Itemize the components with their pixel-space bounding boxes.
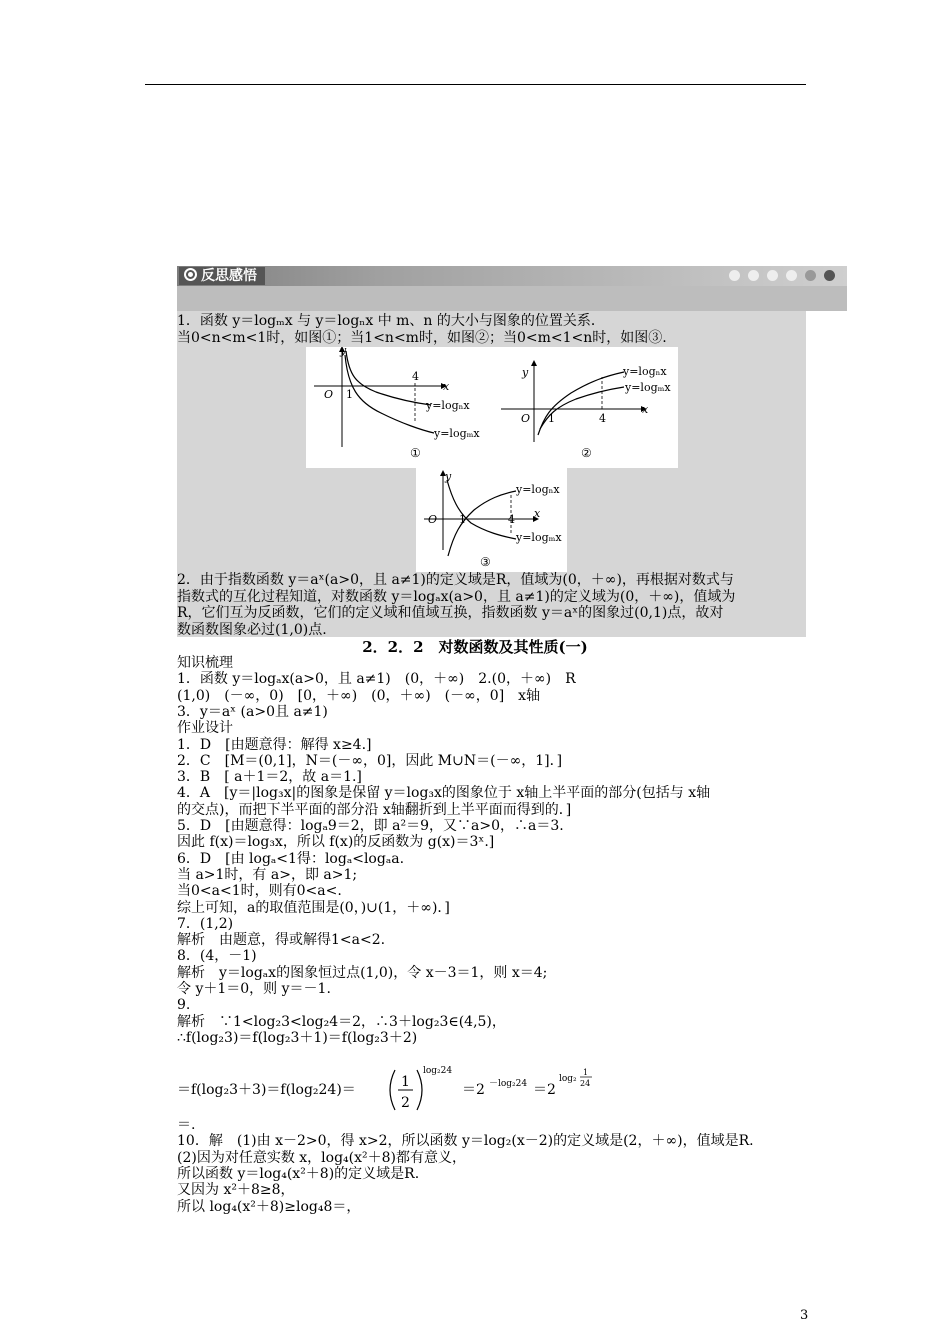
fig2-curve2-label: y=logₘx — [625, 381, 671, 394]
answer-line: (1,0) (－∞，0) [0，＋∞) (0，＋∞) (－∞，0] x轴 — [177, 687, 541, 704]
left-paren — [390, 1070, 395, 1110]
figures-1-2 — [306, 347, 678, 468]
formula-exp3: log₂ — [559, 1074, 577, 1084]
answer-line: 所以函数 y＝log₄(x²＋8)的定义域是R. — [177, 1165, 420, 1182]
fig3-curve2-label: y=logₘx — [516, 531, 562, 544]
answer-line: 知识梳理 — [177, 655, 233, 671]
answer-line: 当 a>1时，有 a>，即 a>1; — [177, 866, 358, 883]
answer-line: 1．函数 y＝logₐx(a>0，且 a≠1) (0，＋∞) 2.(0，＋∞) R — [177, 671, 576, 688]
section-title: 2．2．2 对数函数及其性质(一) — [362, 638, 588, 656]
answer-line: ∴f(log₂3)＝f(log₂3＋1)＝f(log₂3＋2) — [177, 1029, 418, 1046]
answer-line: 解析 ∵1<log₂3<log₂4＝2，∴3＋log₂3∈(4,5)， — [177, 1013, 506, 1030]
dot-icon — [805, 270, 816, 281]
formula-exp1: log₂24 — [423, 1066, 453, 1076]
header-rule — [145, 84, 806, 85]
fig1-one: 1 — [346, 388, 353, 401]
answer-line: 因此 f(x)＝log₃x，所以 f(x)的反函数为 g(x)＝3ˣ.] — [177, 834, 495, 851]
answer-line: 又因为 x²＋8≥8， — [177, 1182, 295, 1199]
reflection-para2-line-3: R，它们互为反函数，它们的定义域和值域互换，指数函数 y＝aˣ的图象过(0,1)点，故对 — [177, 605, 724, 621]
answer-line: 5．D [由题意得：logₐ9＝2，即 a²＝9，又∵a>0，∴a＝3. — [177, 818, 564, 834]
right-paren — [417, 1070, 422, 1110]
answer-line: 1．D [由题意得：解得 x≥4.] — [177, 736, 372, 753]
fig1-origin: O — [324, 388, 334, 401]
fig2-curve-n — [538, 372, 624, 435]
dot-icon — [729, 270, 740, 281]
formula-frac-num: 1 — [583, 1068, 589, 1077]
reflection-line-2: 当0<n<m<1时，如图①；当1<n<m时，如图②；当0<m<1<n时，如图③. — [177, 330, 667, 346]
banner-dots — [729, 270, 835, 281]
figure-panel-top — [306, 347, 678, 468]
answer-line: 3．y＝aˣ (a>0且 a≠1) — [177, 703, 328, 720]
formula-frac-den: 24 — [580, 1079, 591, 1088]
figure-1 — [314, 347, 480, 460]
reflection-para2-line-4: 数函数图象必过(1,0)点. — [177, 621, 327, 638]
fig3-origin: O — [428, 513, 438, 526]
formula-eq: ＝2 — [533, 1082, 556, 1098]
answer-line: 解析 由题意，得或解得1<a<2. — [177, 932, 386, 949]
banner-title: 反思感悟 — [201, 268, 257, 284]
answer-line: 当0<a<1时，则有0<a<. — [177, 883, 342, 900]
fig3-one: 1 — [459, 513, 466, 526]
fig1-curve2-label: y=logₘx — [434, 427, 480, 440]
target-icon — [184, 268, 197, 281]
fig1-curve-m — [345, 355, 434, 433]
answer-line: 2．C [M＝(0,1]，N＝(－∞，0]，因此 M∪N＝(－∞，1]．] — [177, 752, 563, 769]
fig2-curve1-label: y=logₙx — [623, 365, 667, 378]
formula-lhs: ＝f(log₂3＋3)＝f(log₂24)＝ — [177, 1082, 356, 1098]
fig3-x-label: x — [534, 507, 541, 520]
answer-line: 4．A [y＝|log₃x|的图象是保留 y＝log₃x的图象位于 x轴上半平面的部分(包括与 x轴 — [177, 785, 711, 802]
fig3-four: 4 — [508, 513, 515, 526]
figure-2 — [501, 361, 671, 460]
dot-icon — [767, 270, 778, 281]
fig1-x-label: x — [443, 380, 450, 393]
formula-line — [177, 1064, 737, 1116]
formula-den: 2 — [401, 1095, 410, 1111]
formula-num: 1 — [401, 1074, 410, 1090]
answer-line: 综上可知，a的取值范围是(0，)∪(1，＋∞)．] — [177, 899, 450, 916]
fig1-four: 4 — [412, 370, 419, 383]
answer-line: 令 y＋1＝0，则 y＝－1. — [177, 981, 331, 997]
answer-line: 9. — [177, 997, 191, 1014]
fig1-curve1-label: y=logₙx — [426, 399, 470, 412]
fig2-x-label: x — [642, 403, 649, 416]
answer-line: (2)因为对任意实数 x，log₄(x²＋8)都有意义， — [177, 1149, 466, 1166]
answer-line: 的交点)，而把下半平面的部分沿 x轴翻折到上半平面而得到的．] — [177, 801, 572, 818]
formula-exp2: －log₂24 — [489, 1079, 528, 1089]
fig3-curve1-label: y=logₙx — [516, 483, 560, 496]
answer-line: 3．B [ a＋1＝2，故 a＝1.] — [177, 769, 362, 786]
dot-icon — [786, 270, 797, 281]
dot-icon — [748, 270, 759, 281]
answer-line: 10．解 (1)由 x－2>0，得 x>2，所以函数 y＝log₂(x－2)的定义域是(2，＋∞)，值域是R. — [177, 1133, 754, 1150]
reflection-para2-line-1: 2．由于指数函数 y＝aˣ(a>0，且 a≠1)的定义域是R，值域为(0，＋∞)，再根据对数式与 — [177, 572, 734, 588]
answer-line: 6．D [由 logₐ<1得：logₐ<logₐa. — [177, 850, 405, 867]
fig2-one: 1 — [548, 412, 555, 425]
fig3-y-label: y — [445, 470, 452, 483]
answer-line: 7．(1,2) — [177, 915, 234, 932]
fig2-four: 4 — [599, 412, 606, 425]
answer-line: 所以 log₄(x²＋8)≥log₄8＝， — [177, 1198, 361, 1215]
answer-line: ＝. — [177, 1117, 196, 1133]
answer-line: 作业设计 — [177, 720, 233, 737]
fig2-origin: O — [521, 412, 531, 425]
fig1-caption: ① — [410, 446, 421, 460]
formula-svg — [177, 1064, 737, 1116]
answer-line: 8．(4，－1) — [177, 948, 257, 965]
fig3-caption: ③ — [480, 555, 491, 569]
answer-line: 解析 y＝logₐx的图象恒过点(1,0)，令 x－3＝1，则 x＝4; — [177, 964, 548, 981]
banner-strip — [177, 266, 847, 286]
figure-3 — [416, 468, 567, 572]
page-number: 3 — [800, 1308, 809, 1323]
dot-icon — [824, 270, 835, 281]
fig2-caption: ② — [581, 446, 592, 460]
banner-tab — [179, 267, 265, 285]
formula-mid: ＝2 — [462, 1082, 485, 1098]
reflection-para2-line-2: 指数式的互化过程知道，对数函数 y＝logₐx(a>0，且 a≠1)的定义域为(0，＋∞)，值域为 — [177, 588, 736, 605]
reflection-line-1: 1．函数 y＝logₘx 与 y＝logₙx 中 m、n 的大小与图象的位置关系． — [177, 313, 605, 329]
figure-panel-bottom — [416, 468, 567, 572]
reflection-banner — [177, 266, 847, 311]
fig2-y-label: y — [522, 366, 529, 379]
fig1-y-label: y — [340, 347, 347, 357]
